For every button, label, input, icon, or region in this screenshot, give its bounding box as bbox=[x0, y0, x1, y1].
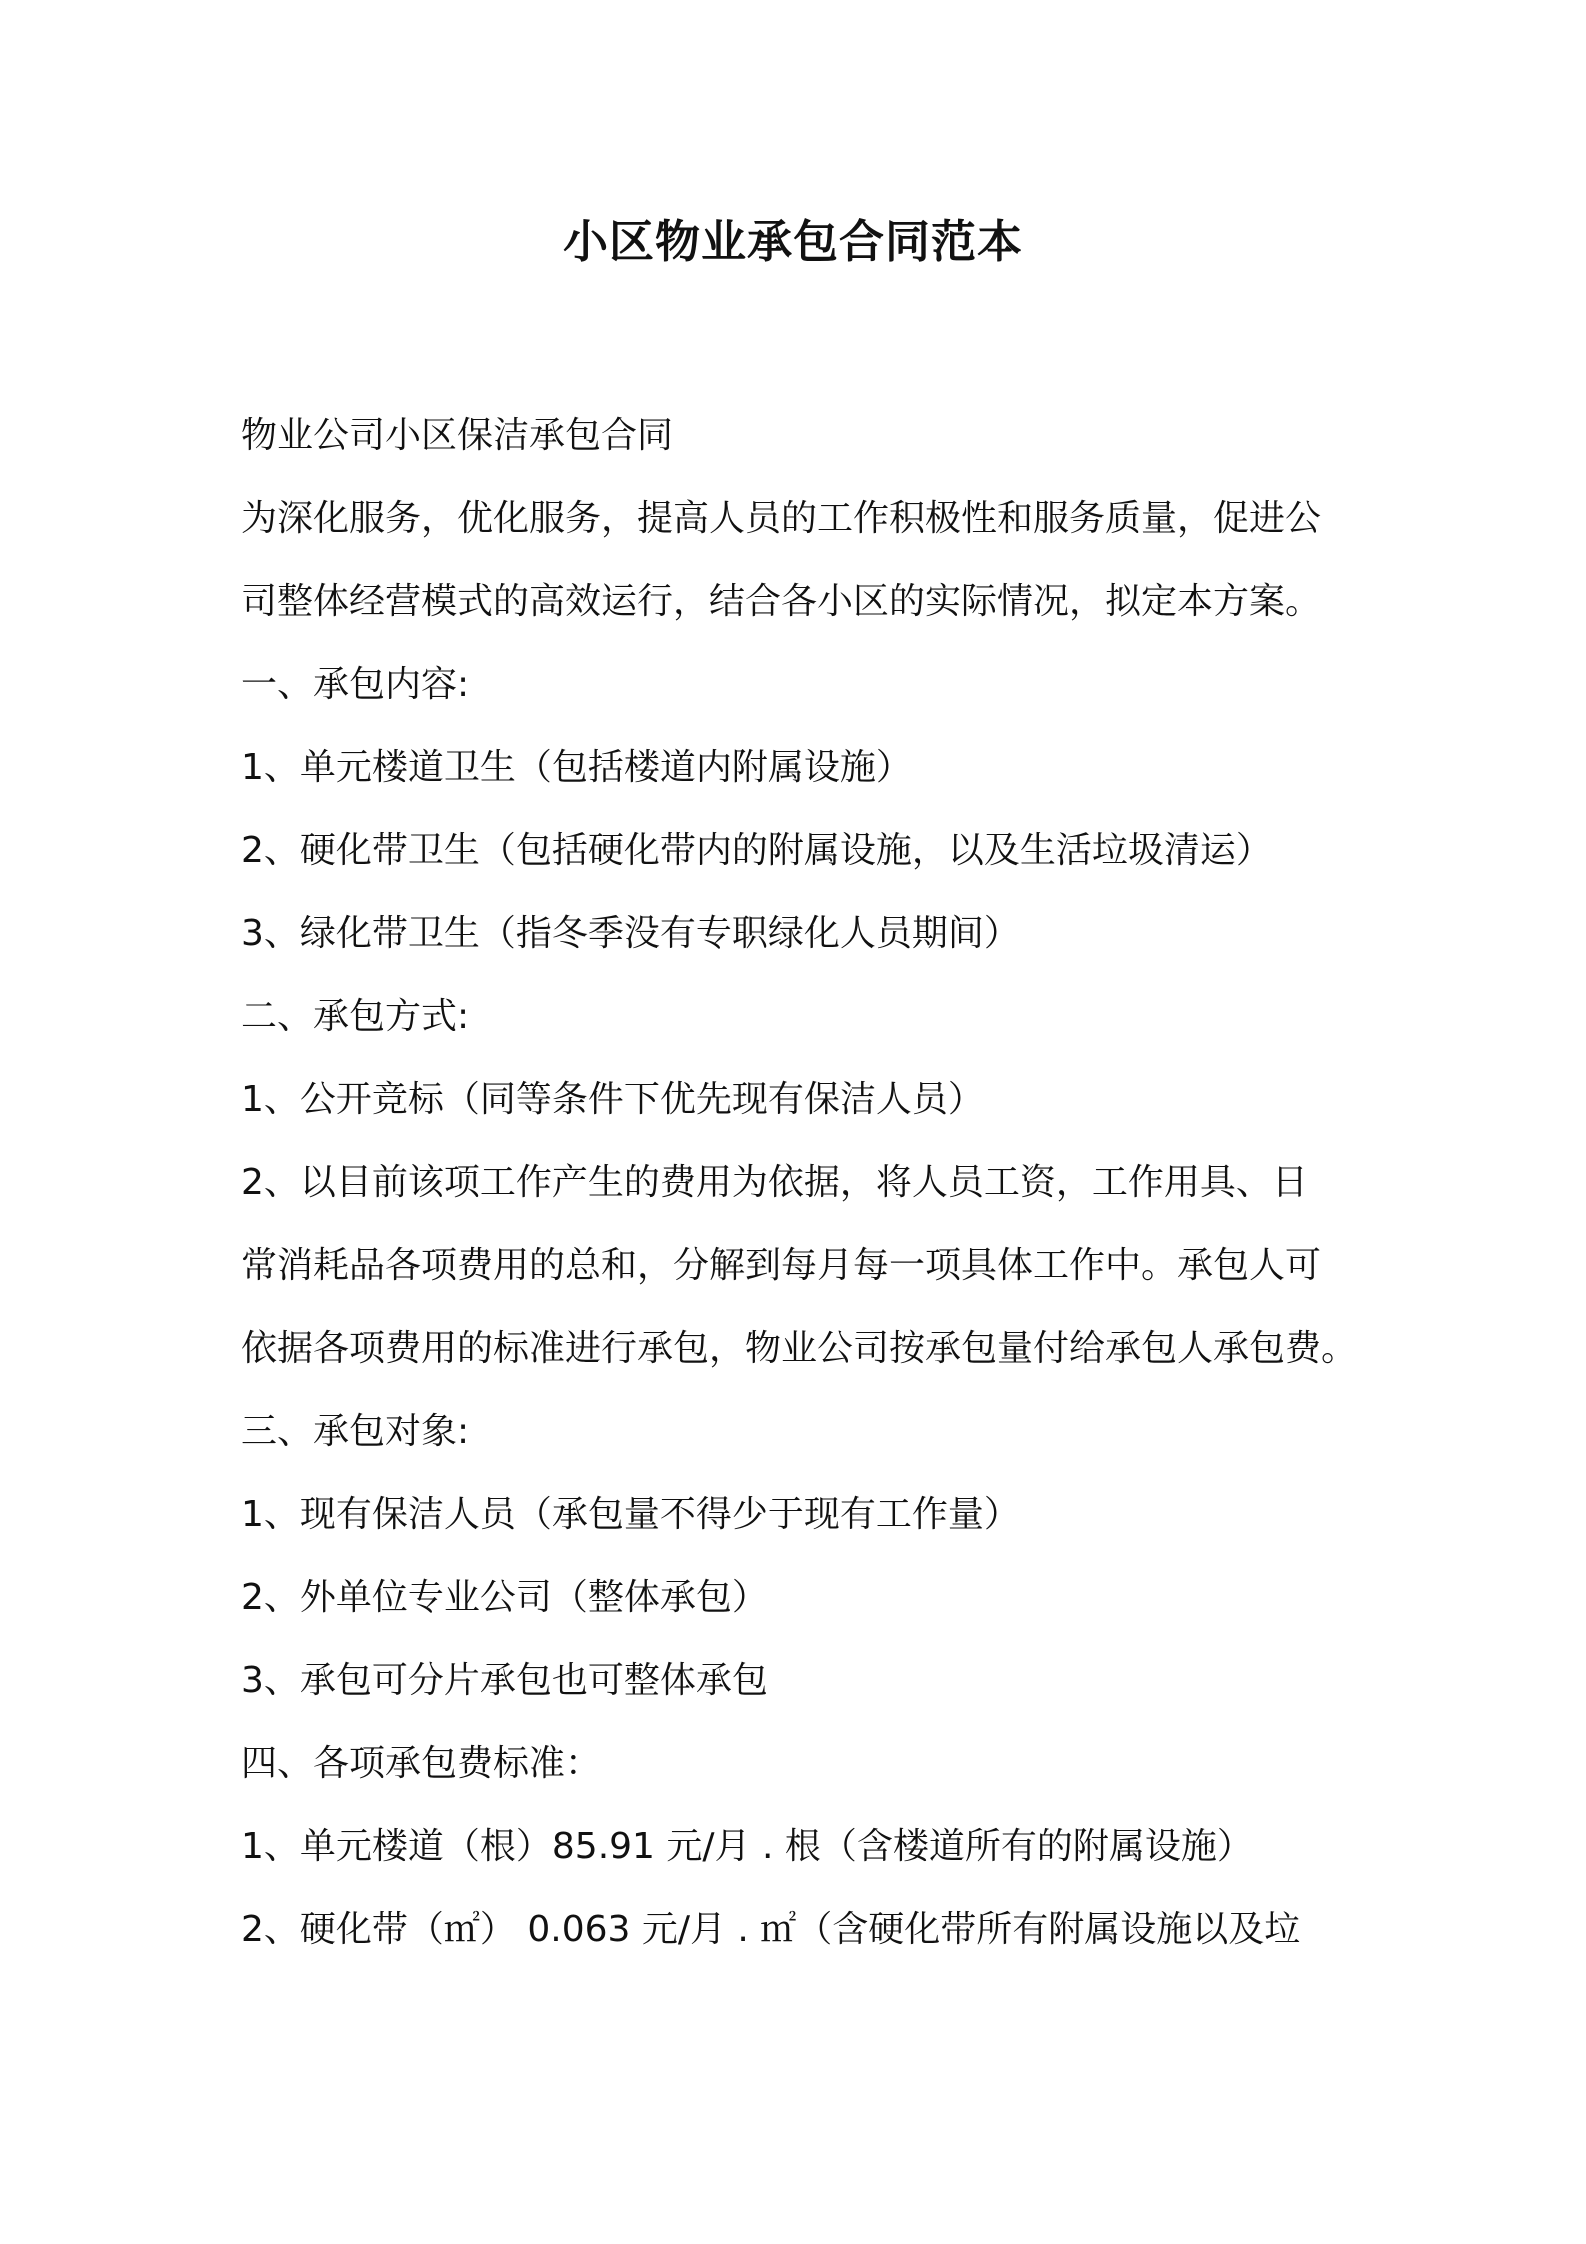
section-heading: 四、各项承包费标准： bbox=[241, 1743, 602, 1784]
list-item: 1、公开竞标（同等条件下优先现有保洁人员） bbox=[241, 1079, 984, 1120]
list-item: 2、外单位专业公司（整体承包） bbox=[241, 1577, 768, 1618]
list-item: 1、单元楼道（根）85.91 元/月 . 根（含楼道所有的附属设施） bbox=[241, 1826, 1253, 1867]
list-item: 3、绿化带卫生（指冬季没有专职绿化人员期间） bbox=[241, 913, 1020, 954]
list-item-continuation: 常消耗品各项费用的总和，分解到每月每一项具体工作中。承包人可 bbox=[241, 1245, 1322, 1286]
list-item: 2、硬化带卫生（包括硬化带内的附属设施，以及生活垃圾清运） bbox=[241, 830, 1272, 871]
section-heading: 一、承包内容: bbox=[241, 664, 470, 705]
section-heading: 二、承包方式: bbox=[241, 996, 470, 1037]
list-item: 1、现有保洁人员（承包量不得少于现有工作量） bbox=[241, 1494, 1020, 1535]
list-item: 2、以目前该项工作产生的费用为依据，将人员工资，工作用具、日 bbox=[241, 1162, 1308, 1203]
list-item: 1、单元楼道卫生（包括楼道内附属设施） bbox=[241, 747, 912, 788]
paragraph-line: 司整体经营模式的高效运行，结合各小区的实际情况，拟定本方案。 bbox=[241, 581, 1322, 622]
document-body bbox=[241, 408, 1371, 1985]
list-item: 2、硬化带（㎡） 0.063 元/月 . ㎡（含硬化带所有附属设施以及垃 bbox=[241, 1909, 1301, 1950]
list-item: 3、承包可分片承包也可整体承包 bbox=[241, 1660, 768, 1701]
section-heading: 三、承包对象: bbox=[241, 1411, 470, 1452]
heading-contract-name: 物业公司小区保洁承包合同 bbox=[241, 415, 674, 456]
document-title: 小区物业承包合同范本 bbox=[562, 215, 1023, 268]
paragraph-line: 为深化服务，优化服务，提高人员的工作积极性和服务质量，促进公 bbox=[241, 498, 1322, 539]
list-item-continuation: 依据各项费用的标准进行承包，物业公司按承包量付给承包人承包费。 bbox=[241, 1328, 1358, 1369]
